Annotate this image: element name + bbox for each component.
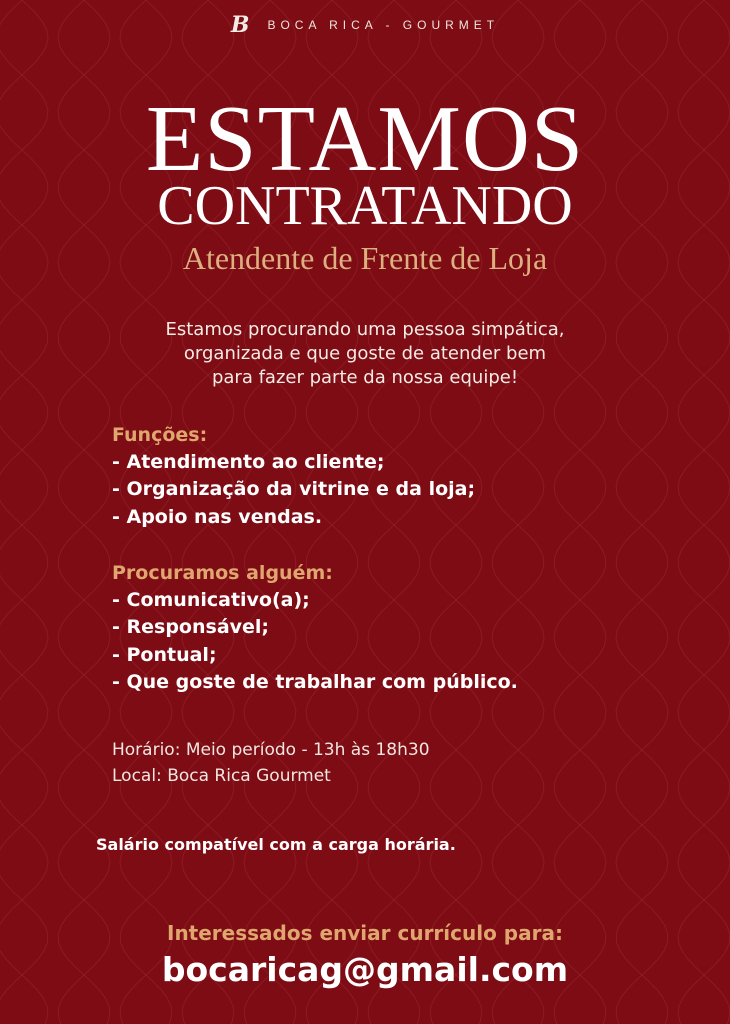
headline-estamos: ESTAMOS — [145, 87, 585, 191]
position-title: Atendente de Frente de Loja — [182, 240, 548, 276]
funcoes-section — [112, 423, 672, 531]
intro-line: para fazer parte da nossa equipe! — [211, 366, 519, 388]
headline-contratando: CONTRATANDO — [157, 175, 573, 237]
intro-line: organizada e que goste de atender bem — [183, 342, 547, 364]
salary-text: Salário compatível com a carga horária. — [96, 835, 456, 854]
funcoes-item: - Atendimento ao cliente; — [112, 450, 385, 473]
local-text: Local: Boca Rica Gourmet — [112, 766, 331, 787]
horario-text: Horário: Meio período - 13h às 18h30 — [112, 740, 430, 760]
schedule-info — [112, 737, 632, 790]
contact-email: bocaricag@gmail.com — [161, 950, 569, 989]
contact-cta: Interessados enviar currículo para: — [167, 921, 563, 945]
brand-name: BOCA RICA - GOURMET — [267, 18, 500, 32]
brand-header — [0, 14, 730, 36]
procuramos-section — [112, 561, 672, 697]
procuramos-title: Procuramos alguém: — [112, 562, 333, 584]
brand-logo-icon: B — [230, 12, 250, 38]
procuramos-item: - Que goste de trabalhar com público. — [112, 671, 518, 694]
intro-line: Estamos procurando uma pessoa simpática, — [165, 319, 565, 340]
procuramos-item: - Responsável; — [112, 616, 270, 639]
funcoes-title: Funções: — [112, 424, 208, 446]
funcoes-item: - Apoio nas vendas. — [112, 505, 323, 528]
procuramos-item: - Comunicativo(a); — [112, 588, 310, 611]
procuramos-item: - Pontual; — [112, 643, 217, 666]
funcoes-item: - Organização da vitrine e da loja; — [112, 478, 476, 501]
intro-text — [80, 318, 650, 389]
